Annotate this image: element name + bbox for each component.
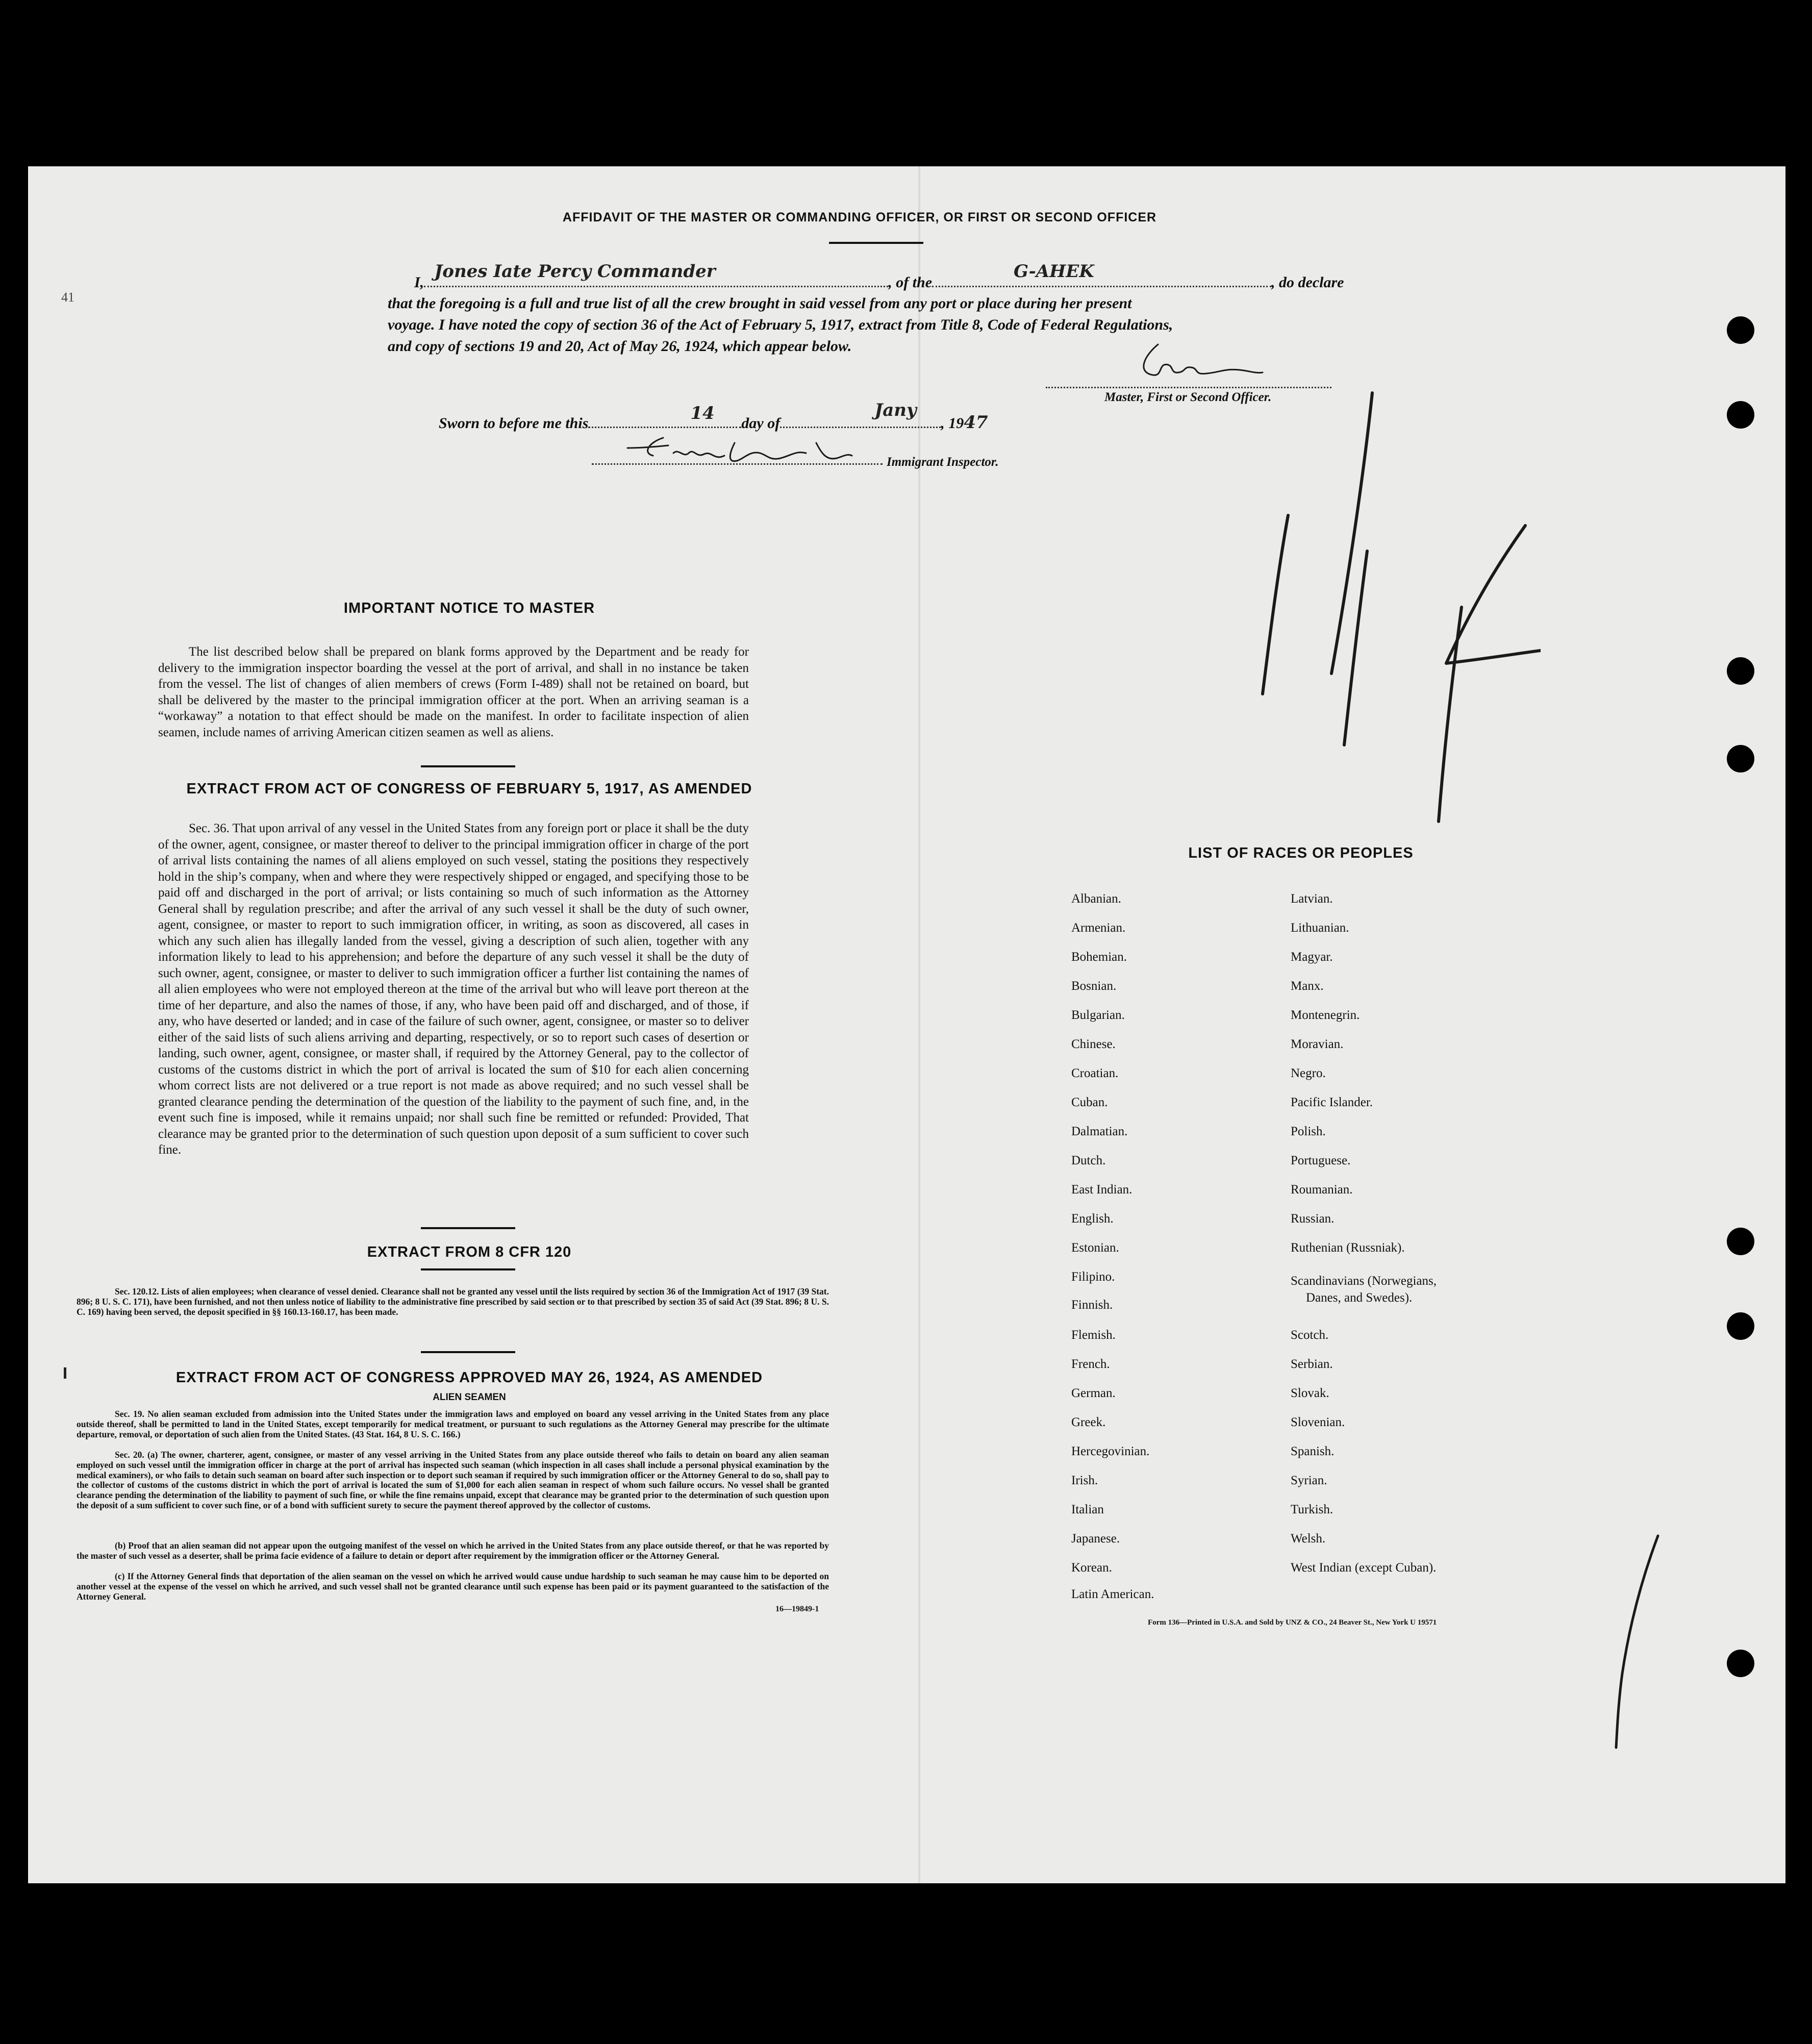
race-left-item: Italian [1071,1503,1104,1516]
month-written: Jany [874,400,917,420]
race-right-item: Spanish. [1291,1444,1335,1458]
title-rule [829,242,923,244]
race-right-item: Pacific Islander. [1291,1095,1373,1109]
race-right-item: Slovak. [1291,1386,1329,1400]
race-right-item: Montenegrin. [1291,1008,1360,1022]
master-label: Master, First or Second Officer. [1104,390,1272,404]
race-left-item: Estonian. [1071,1241,1119,1255]
month-field [780,400,941,428]
handwritten-stroke [1607,1531,1668,1750]
race-left-item: East Indian. [1071,1183,1132,1197]
cfr-rule-bottom [421,1351,515,1353]
race-right-item: Moravian. [1291,1037,1344,1051]
punch-hole [1727,745,1754,772]
race-right-item: Polish. [1291,1125,1326,1138]
inspector-signature [597,433,883,473]
race-right-item: Danes, and Swedes). [1306,1291,1413,1305]
race-right-item: Serbian. [1291,1357,1333,1371]
race-right-item: Scotch. [1291,1328,1329,1342]
year-written: 47 [964,412,988,433]
race-right-item: Slovenian. [1291,1415,1345,1429]
punch-hole [1727,316,1754,344]
race-right-item: Roumanian. [1291,1183,1353,1197]
notice-text: The list described below shall be prepared on blank forms approved by the Department and be ready for delivery to the immigration inspector boarding the vessel at the port of arrival, and shall in no instance be taken from the vessel. The list of changes of alien members of crews (Form I-489) shall not be retained on board, but shall be delivered by the master to the principal immigration officer at the port. When an arriving seaman is a “workaway” a notation to that effect should be made on the manifest. In order to facilitate inspection of alien seamen, include names of arriving American citizen seamen as well as aliens. [158,645,749,739]
race-right-item: Turkish. [1291,1503,1333,1516]
race-left-item: Filipino. [1071,1270,1115,1284]
sec19-text: Sec. 19. No alien seaman excluded from admission into the United States under the immigration laws and employed on board any vessel arriving in the United States from any place outside thereof, shall be permitted to land in the United States, except temporarily for medical treatment, or pursuant to such regulations as the Attorney General may prescribe for the ultimate departure, removal, or deportation of such alien from the United States. (43 Stat. 164, 8 U. S. C. 166.) [77,1409,829,1439]
race-right-item: Welsh. [1291,1532,1326,1546]
race-left-item: Japanese. [1071,1532,1120,1546]
race-left-item: German. [1071,1386,1116,1400]
race-left-item: Korean. [1071,1561,1112,1575]
master-signature [1122,337,1265,383]
form-code: 16—19849-1 [775,1605,819,1613]
cfr-rule [421,1268,515,1270]
race-right-item: Portuguese. [1291,1154,1351,1167]
race-left-item: French. [1071,1357,1110,1371]
race-left-item: Dutch. [1071,1154,1106,1167]
race-right-item: West Indian (except Cuban). [1291,1561,1437,1575]
affidavit-line1 [414,261,1368,291]
race-right-item: Lithuanian. [1291,921,1349,935]
race-right-item: Magyar. [1291,950,1333,964]
races-title: LIST OF RACES OR PEOPLES [1188,845,1414,861]
race-right-item: Ruthenian (Russniak). [1291,1241,1405,1255]
punch-hole [1727,1228,1754,1255]
extract1917-text: Sec. 36. That upon arrival of any vessel in the United States from any foreign port or place it shall be the duty of the owner, agent, consignee, or master thereof to deliver to the principal immigration officer in charge of the port of arrival lists containing the names of all aliens employed on such vessel, stating the positions they respectively hold in the ship’s company, when and where they were respectively shipped or engaged, and specifying those to be paid off and discharged in the port of arrival; or lists containing so much of such information as the Attorney General shall by regulation prescribe; and after the arrival of any such vessel it shall be the duty of such owner, agent, consignee, or master to report to such immigration officer, in writing, as soon as discovered, all cases in which any such alien has illegally landed from the vessel, giving a description of such alien, together with any information likely to lead to his apprehension; and before the departure of any such vessel it shall be the duty of such owner, agent, consignee, or master to deliver to such immigration officer a further list containing the names of all alien employees who were not employed thereon at the time of the arrival but who will leave port thereon at the time of her departure, and also the names of those, if any, who have been paid off and discharged, and of those, if any, who have deserted or landed; and in case of the failure of such owner, agent, consignee, or master so to deliver either of the said lists of such aliens arriving and departing, respectively, or so to report such cases of desertion or landing, such owner, agent, consignee, or master shall, if required by the Attorney General, pay to the collector of customs of the customs district in which the port of arrival is located the sum of $10 for each alien concerning whom correct lists are not delivered or a true report is not made as above required; and no such vessel shall be granted clearance pending the determination of the question of the liability to the payment of such fine, and, in the event such fine is imposed, while it remains unpaid; nor shall such fine be remitted or refunded: Provided, That clearance may be granted prior to the determination of such question upon deposit of a sum sufficient to cover such fine. [158,821,749,1157]
race-left-item: Flemish. [1071,1328,1116,1342]
sec20a-text: Sec. 20. (a) The owner, charterer, agent, consignee, or master of any vessel arriving in the United States from any place outside thereof who fails to detain on board any alien seaman employed on such vessel until the immigration officer in charge at the port of arrival has inspected such seaman (which inspection in all cases shall include a personal physical examination by the medical examiners), or who fails to detain such seaman on board after such inspection or to deport such seaman if required by such immigration officer or the Attorney General to do so, shall pay to the collector of customs of the customs district in which the port of arrival is located the sum of $1,000 for each alien seaman in respect of whom such failure occurs. No vessel shall be granted clearance pending the determination of the liability to payment of such fine, or while the fine remains unpaid, except that clearance may be granted prior to the determination of such question upon the deposit of a sum sufficient to cover such fine, or of a bond with sufficient surety to secure the payment thereof approved by the collector of customs. [77,1450,829,1510]
race-left-item: Chinese. [1071,1037,1116,1051]
race-left-item: Albanian. [1071,892,1121,906]
affidavit-mid: , of the [888,274,933,291]
extract1924-subtitle: ALIEN SEAMEN [433,1392,506,1403]
race-left-item: Latin American. [1071,1587,1154,1601]
race-left-item: Armenian. [1071,921,1126,935]
punch-hole [1727,657,1754,685]
affidavit-title: AFFIDAVIT OF THE MASTER OR COMMANDING OFFICER, OR FIRST OR SECOND OFFICER [562,210,1157,225]
race-right-item: Latvian. [1291,892,1333,906]
name-written: Jones Iate Percy Commander [434,261,716,282]
race-left-item: Greek. [1071,1415,1106,1429]
race-left-item: Bulgarian. [1071,1008,1125,1022]
race-right-item: Syrian. [1291,1474,1327,1487]
margin-mark: 41 [61,290,74,305]
affidavit-line4: and copy of sections 19 and 20, Act of May 26, 1924, which appear below. [388,338,852,355]
punch-hole [1727,401,1754,429]
notice-title: IMPORTANT NOTICE TO MASTER [343,600,595,616]
inspector-label: Immigrant Inspector. [887,455,999,469]
vessel-written: G-AHEK [1014,261,1094,282]
sworn-line [439,400,988,433]
race-left-item: Bohemian. [1071,950,1127,964]
handwritten-page-number [1235,388,1541,827]
race-right-item: Negro. [1291,1066,1326,1080]
form-footer: Form 136—Printed in U.S.A. and Sold by UNZ & CO., 24 Beaver St., New York U 19571 [1148,1618,1437,1627]
race-left-item: Finnish. [1071,1298,1113,1312]
race-left-item: Bosnian. [1071,979,1117,993]
race-left-item: Cuban. [1071,1095,1108,1109]
affidavit-prefix: I, [414,274,424,291]
sec20b-text: (b) Proof that an alien seaman did not appear upon the outgoing manifest of the vessel on which he arrived in the United States from any place outside thereof, or that he was reported by the master of such vessel as a deserter, shall be prima facie evidence of a failure to detain or deport after requirement by the immigration officer or the Attorney General. [77,1540,829,1561]
race-left-item: Hercegovinian. [1071,1444,1150,1458]
cfr-title: EXTRACT FROM 8 CFR 120 [367,1244,572,1260]
day-field [588,403,741,428]
day-written: 14 [690,403,715,423]
race-right-item: Russian. [1291,1212,1335,1226]
extract1924-title: EXTRACT FROM ACT OF CONGRESS APPROVED MAY 26, 1924, AS AMENDED [175,1369,763,1386]
race-right-item: Manx. [1291,979,1324,993]
race-left-item: Irish. [1071,1474,1098,1487]
sec20c-text: (c) If the Attorney General finds that deportation of the alien seaman on the vessel on which he arrived would cause undue hardship to such seaman he may cause him to be deported on another vessel at the expense of the vessel on which he arrived, and such vessel shall not be granted clearance until such expense has been paid or its payment guaranteed to the satisfaction of the Attorney General. [77,1571,829,1602]
extract1917-title: EXTRACT FROM ACT OF CONGRESS OF FEBRUARY 5, 1917, AS AMENDED [186,781,752,797]
punch-hole [1727,1650,1754,1677]
notice-rule [421,765,515,767]
affidavit-line3: voyage. I have noted the copy of section 36 of the Act of February 5, 1917, extract from Title 8, Code of Federal Regulations, [388,316,1173,333]
cfr-text: Sec. 120.12. Lists of alien employees; when clearance of vessel denied. Clearance shall not be granted any vessel until the lists required by section 36 of the Immigration Act of 1917 (39 Stat. 896; 8 U. S. C. 171), have been furnished, and not then unless notice of liability to the administrative fine prescribed by said section or to that prescribed by section 35 of said Act (39 Stat. 896; 8 U. S. C. 169) having been served, the deposit specified in §§ 160.13-160.17, has been made. [77,1286,829,1317]
punch-hole [1727,1312,1754,1340]
extract1917-rule [421,1227,515,1229]
race-right-item: Scandinavians (Norwegians, [1291,1274,1437,1288]
affidavit-suffix: , do declare [1271,274,1344,291]
left-edge-mark [64,1367,66,1379]
year-prefix: , 19 [941,415,964,432]
affidavit-line2: that the foregoing is a full and true list of all the crew brought in said vessel from any port or place during her present [388,295,1132,312]
race-left-item: English. [1071,1212,1114,1226]
race-left-item: Croatian. [1071,1066,1119,1080]
name-field [424,261,888,287]
vessel-field [932,261,1271,287]
sworn-prefix: Sworn to before me this [439,415,589,432]
day-label: day of [741,415,781,432]
race-left-item: Dalmatian. [1071,1125,1128,1138]
